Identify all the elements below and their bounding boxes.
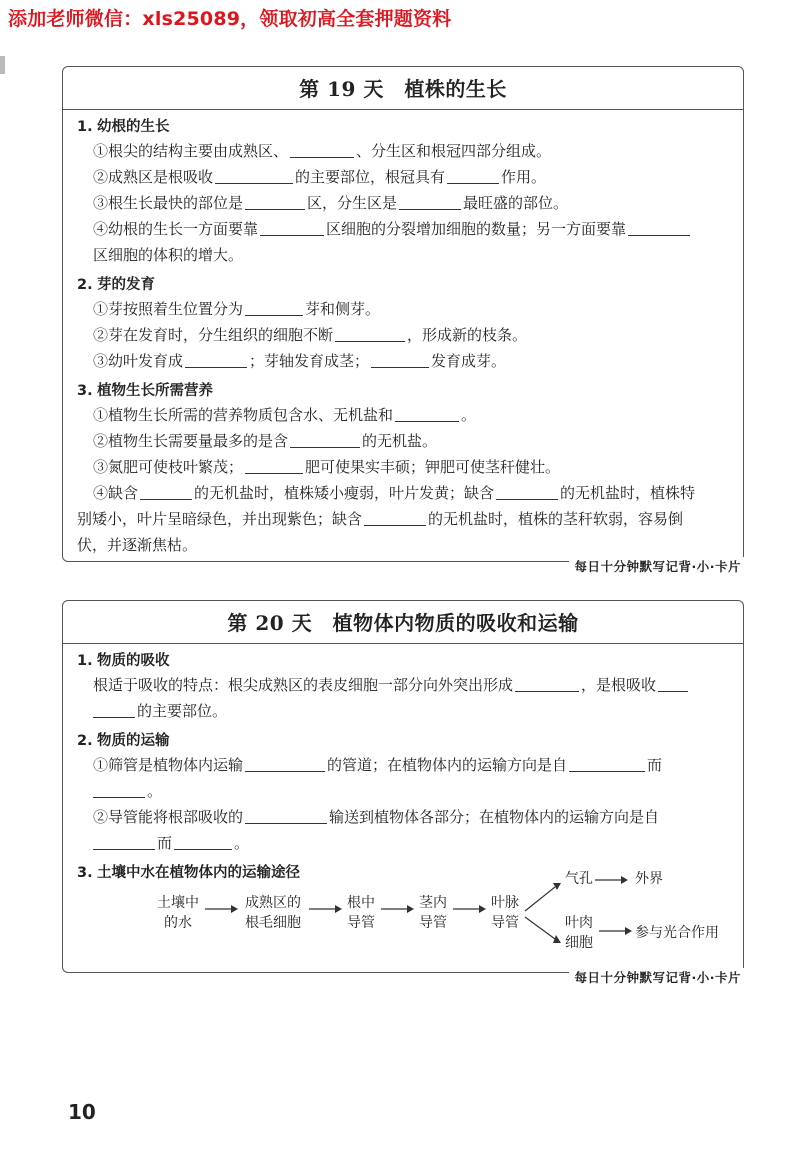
page-number: 10 [68, 1100, 96, 1124]
answer-blank[interactable] [290, 141, 354, 158]
question-line: ②成熟区是根吸收 的主要部位，根冠具有 作用。 [93, 168, 547, 186]
question-line: 而 。 [93, 830, 729, 856]
card-day19 [62, 66, 744, 574]
section-heading: 3. 土壤中水在植物体内的运输途径 [77, 865, 300, 881]
question-line: ③氮肥可使枝叶繁茂； 肥可使果实丰硕；钾肥可使茎秆健壮。 [93, 458, 561, 476]
question-line: 根适于吸收的特点：根尖成熟区的表皮细胞一部分向外突出形成 ，是根吸收 [93, 672, 729, 698]
flow-node-photosynthesis: 参与光合作用 [635, 925, 719, 941]
question-line: 。 [93, 778, 729, 804]
branch-arrows-icon [523, 877, 563, 953]
card-title: 第 19 天 植株的生长 [63, 75, 743, 110]
question-line: ②芽在发育时，分生组织的细胞不断 ，形成新的枝条。 [93, 326, 528, 344]
answer-blank[interactable] [658, 675, 688, 692]
section-heading: 2. 物质的运输 [77, 733, 170, 749]
answer-blank[interactable] [93, 701, 135, 718]
question-line: ④幼根的生长一方面要靠 区细胞的分裂增加细胞的数量；另一方面要靠 [93, 216, 729, 242]
answer-blank[interactable] [245, 299, 303, 316]
answer-blank[interactable] [245, 755, 325, 772]
answer-blank[interactable] [515, 675, 579, 692]
question-line: ①植物生长所需的营养物质包含水、无机盐和 。 [93, 406, 477, 424]
answer-blank[interactable] [215, 167, 293, 184]
question-line: ③根生长最快的部位是 区，分生区是 最旺盛的部位。 [93, 194, 569, 212]
answer-blank[interactable] [496, 483, 558, 500]
question-line: ①筛管是植物体内运输 的管道；在植物体内的运输方向是自 而 [93, 756, 663, 774]
card-footer-tag: 每日十分钟默写记背·小·卡片 [569, 557, 746, 575]
question-line: ③幼叶发育成 ；芽轴发育成茎； 发育成芽。 [93, 352, 507, 370]
answer-blank[interactable] [93, 781, 145, 798]
question-line: ①芽按照着生位置分为 芽和侧芽。 [93, 300, 381, 318]
flow-node-stem-vessel: 茎内 导管 [419, 895, 447, 931]
flow-node-mesophyll-cell: 叶肉 细胞 [565, 915, 593, 951]
section-heading: 1. 幼根的生长 [77, 119, 170, 135]
answer-blank[interactable] [260, 219, 324, 236]
answer-blank[interactable] [628, 219, 690, 236]
page-edge-mark [0, 56, 5, 74]
answer-blank[interactable] [335, 325, 405, 342]
question-line: 的主要部位。 [93, 698, 729, 724]
flow-node-root-hair-cell: 成熟区的 根毛细胞 [245, 895, 301, 931]
answer-blank[interactable] [185, 351, 247, 368]
water-transport-flow [153, 871, 733, 973]
card-title: 第 20 天 植物体内物质的吸收和运输 [63, 609, 743, 644]
question-line: ②导管能将根部吸收的 输送到植物体各部分；在植物体内的运输方向是自 [93, 808, 660, 826]
answer-blank[interactable] [569, 755, 645, 772]
answer-blank[interactable] [93, 833, 155, 850]
answer-blank[interactable] [140, 483, 192, 500]
arrow-icon [599, 925, 633, 937]
question-line: ④缺含 的无机盐时，植株矮小瘦弱，叶片发黄；缺含 的无机盐时，植株特 [93, 484, 696, 502]
answer-blank[interactable] [371, 351, 429, 368]
answer-blank[interactable] [395, 405, 459, 422]
arrow-icon [205, 903, 239, 915]
card-day20 [62, 600, 744, 985]
question-line: 区细胞的体积的增大。 [93, 246, 244, 264]
section-heading: 3. 植物生长所需营养 [77, 383, 213, 399]
flow-node-outside: 外界 [635, 871, 663, 887]
answer-blank[interactable] [290, 431, 360, 448]
arrow-icon [595, 874, 629, 886]
card-footer-tag: 每日十分钟默写记背·小·卡片 [569, 968, 746, 986]
section-heading: 2. 芽的发育 [77, 277, 155, 293]
flow-node-stomata: 气孔 [565, 871, 593, 887]
answer-blank[interactable] [245, 193, 305, 210]
arrow-icon [453, 903, 487, 915]
question-line: 伏，并逐渐焦枯。 [77, 536, 198, 554]
flow-node-soil-water: 土壤中 的水 [157, 895, 199, 931]
answer-blank[interactable] [174, 833, 232, 850]
answer-blank[interactable] [364, 509, 426, 526]
watermark-text: 添加老师微信：xls25089，领取初高全套押题资料 [8, 8, 452, 30]
question-line: 别矮小，叶片呈暗绿色，并出现紫色；缺含 的无机盐时，植株的茎秆软弱，容易倒 [77, 510, 684, 528]
answer-blank[interactable] [245, 457, 303, 474]
arrow-icon [309, 903, 343, 915]
flow-node-root-vessel: 根中 导管 [347, 895, 375, 931]
answer-blank[interactable] [447, 167, 499, 184]
section-heading: 1. 物质的吸收 [77, 653, 170, 669]
flow-node-leaf-vein-vessel: 叶脉 导管 [491, 895, 519, 931]
answer-blank[interactable] [245, 807, 327, 824]
arrow-icon [381, 903, 415, 915]
answer-blank[interactable] [399, 193, 461, 210]
question-line: ①根尖的结构主要由成熟区、 、分生区和根冠四部分组成。 [93, 142, 552, 160]
question-line: ②植物生长需要量最多的是含 的无机盐。 [93, 432, 438, 450]
